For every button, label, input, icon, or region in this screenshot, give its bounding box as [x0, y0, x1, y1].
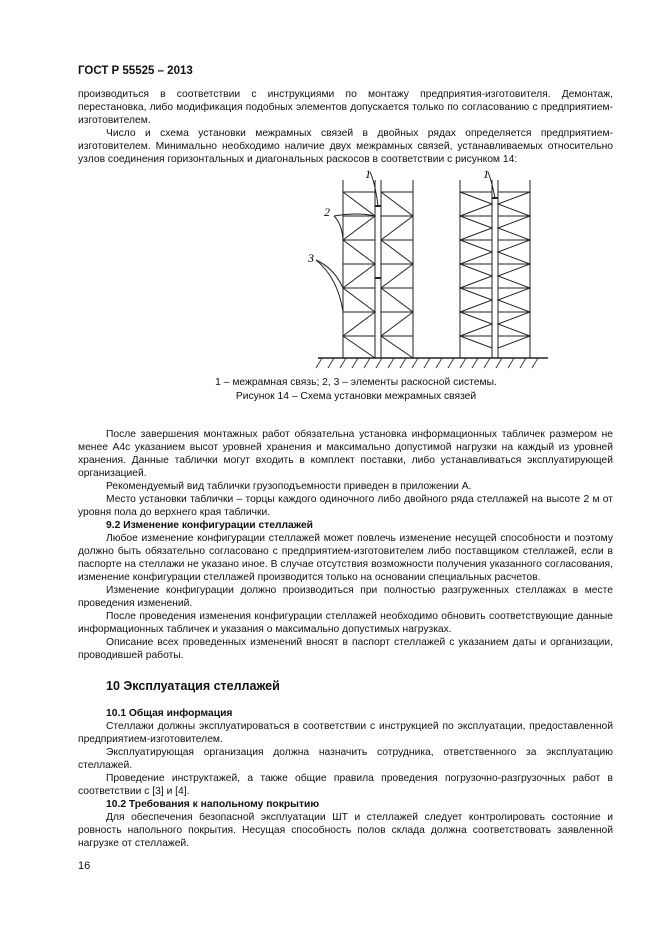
paragraph: Любое изменение конфигурации стеллажей может повлечь изменение несущей способности и поэтому должно быть обязательно согласовано с предприятием-изготовителем либо поставщиком стеллажей, если в паспорте на стеллажи не указано иное. В случае отсутствия возможности получения указанного согласования, изменение конфигурации стеллажей производится только на основании специальных расчетов.: [78, 533, 613, 583]
paragraph: Место установки таблички – торцы каждого одиночного либо двойного ряда стеллажей на высоте 2 м от уровня пола до верхнего края таблички.: [78, 494, 613, 518]
label-tie-left: 1: [365, 168, 371, 181]
page-content: [78, 88, 613, 850]
label-element-3: 3: [308, 251, 314, 265]
paragraph: После завершения монтажных работ обязательна установка информационных табличек размером не менее А4с указанием высот уровней хранения и максимально допустимой нагрузки на каждый из уровней хранения. Данные таблички могут входить в комплект поставки, либо устанавливаться эксплуатирующей организацией.: [78, 429, 613, 479]
paragraph: Эксплуатирующая организация должна назначить сотрудника, ответственного за эксплуатацию стеллажей.: [78, 747, 613, 771]
paragraph: Описание всех проведенных изменений вносят в паспорт стеллажей с указанием даты и организации, проводившей работы.: [78, 637, 613, 661]
label-tie-right: 1: [483, 168, 489, 181]
subsection-heading: 10.2 Требования к напольному покрытию: [106, 799, 320, 810]
section-heading: 10 Эксплуатация стеллажей: [106, 679, 280, 693]
rack-diagram: [238, 168, 548, 383]
subsection-heading: 10.1 Общая информация: [106, 708, 233, 719]
figure-caption: Рисунок 14 – Схема установки межрамных связей: [235, 391, 477, 402]
label-element-2: 2: [324, 205, 330, 219]
page-number: 16: [78, 860, 91, 872]
figure-14: [78, 166, 613, 428]
paragraph: Для обеспечения безопасной эксплуатации ШТ и стеллажей следует контролировать состояние и ровность напольного покрытия. Несущая способность полов склада должна соответствовать заявленной нагрузке от стеллажей.: [78, 812, 613, 849]
paragraph: Проведение инструктажей, а также общие правила проведения погрузочно-разгрузочных работ в соответствии с [3] и [4].: [78, 773, 613, 797]
paragraph: После проведения изменения конфигурации стеллажей необходимо обновить соответствующие данные информационных табличек и указания о максимально допустимых нагрузках.: [78, 611, 613, 635]
subsection-heading: 9.2 Изменение конфигурации стеллажей: [106, 520, 314, 531]
paragraph: Число и схема установки межрамных связей в двойных рядах определяется предприятием-изготовителем. Минимально необходимо наличие двух межрамных связей, устанавливаемых относительно узлов соединения горизонтальных и диагональных раскосов в соответствии с рисунком 14:: [78, 128, 613, 165]
paragraph: Изменение конфигурации должно производиться при полностью разгруженных стеллажах в месте проведения изменений.: [78, 585, 613, 609]
paragraph: Рекомендуемый вид таблички грузоподъемности приведен в приложении А.: [106, 481, 472, 492]
figure-legend: 1 – межрамная связь; 2, 3 – элементы раскосной системы.: [215, 377, 497, 388]
paragraph: производиться в соответствии с инструкциями по монтажу предприятия-изготовителя. Демонтаж, перестановка, либо модификация подобных элементов допускается только по согласованию с предприятием-изготовителем.: [78, 89, 613, 126]
document-header: ГОСТ Р 55525 – 2013: [78, 65, 193, 77]
paragraph: Стеллажи должны эксплуатироваться в соответствии с инструкцией по эксплуатации, предоставленной предприятием-изготовителем.: [78, 721, 613, 745]
